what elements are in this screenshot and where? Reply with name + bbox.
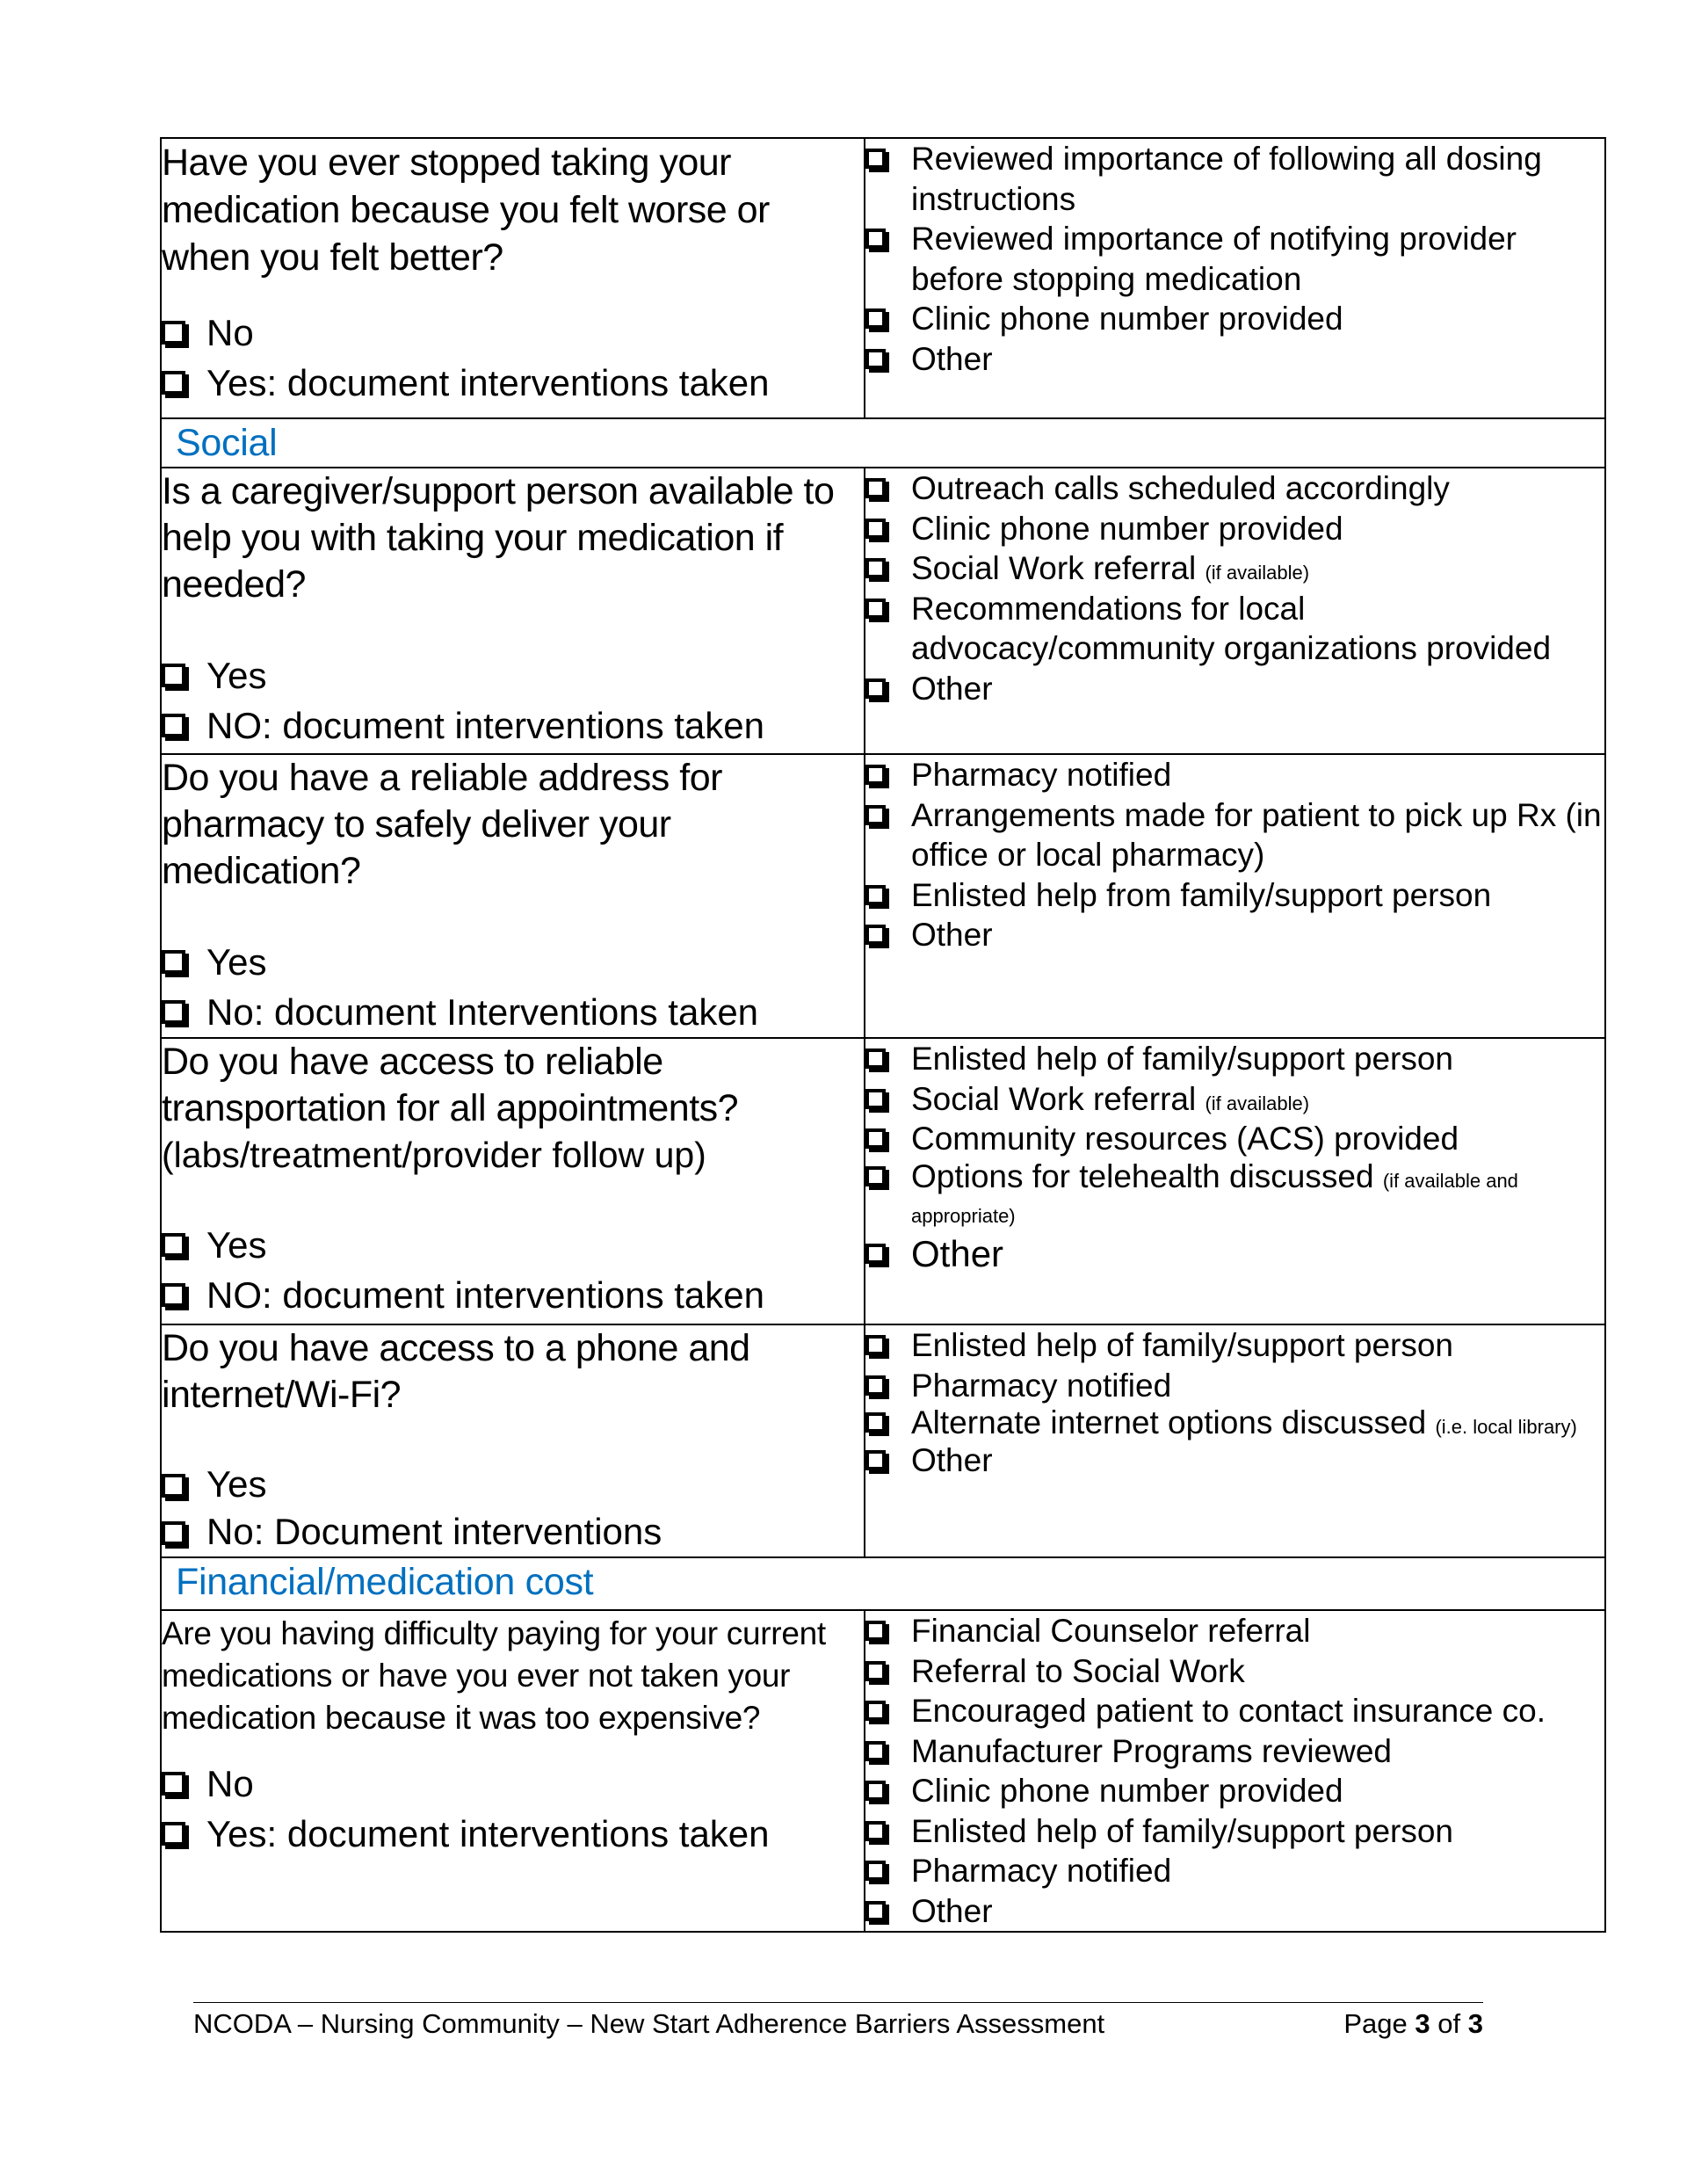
checkbox-icon[interactable]: [865, 1821, 886, 1841]
intervention-label: Other: [911, 1232, 1004, 1274]
intervention-label: Referral to Social Work: [911, 1652, 1245, 1689]
checkbox-icon[interactable]: [865, 519, 886, 539]
option-label: No: document Interventions taken: [206, 991, 759, 1033]
intervention-label: Manufacturer Programs reviewed: [911, 1732, 1392, 1769]
intervention-item[interactable]: [865, 875, 1604, 916]
checkbox-icon[interactable]: [865, 1166, 886, 1186]
checkbox-icon[interactable]: [865, 1412, 886, 1433]
intervention-label: Enlisted help of family/support person: [911, 1327, 1454, 1363]
intervention-note: (if available): [1205, 1092, 1310, 1114]
question-cell: [161, 1038, 865, 1324]
checkbox-icon[interactable]: [865, 1781, 886, 1801]
checkbox-icon[interactable]: [865, 478, 886, 498]
option-yes[interactable]: [162, 1461, 864, 1508]
checkbox-icon[interactable]: [865, 558, 886, 578]
intervention-note: (if available): [1205, 562, 1310, 584]
option-no[interactable]: [162, 1270, 864, 1320]
checkbox-icon[interactable]: [865, 1901, 886, 1921]
intervention-label: Clinic phone number provided: [911, 301, 1343, 337]
option-label: NO: document interventions taken: [206, 1274, 765, 1316]
intervention-item[interactable]: [865, 589, 1604, 669]
intervention-item[interactable]: [865, 1366, 1604, 1406]
intervention-label: Reviewed importance of following all dosing instructions: [911, 141, 1542, 217]
option-label: Yes: [206, 1463, 267, 1505]
option-no[interactable]: [162, 1759, 864, 1809]
intervention-item[interactable]: [865, 1405, 1604, 1440]
checkbox-icon[interactable]: [865, 765, 886, 785]
intervention-item[interactable]: [865, 1325, 1604, 1366]
option-yes[interactable]: [162, 937, 864, 987]
intervention-item[interactable]: [865, 1851, 1604, 1891]
question-cell: [161, 1324, 865, 1557]
intervention-item[interactable]: [865, 1440, 1604, 1481]
option-label: NO: document interventions taken: [206, 705, 765, 746]
intervention-item[interactable]: [865, 1159, 1604, 1230]
option-label: No: [206, 1763, 254, 1804]
section-row: [161, 418, 1605, 468]
checkbox-icon[interactable]: [865, 1450, 886, 1470]
question-text: Have you ever stopped taking your medication because you felt worse or when you felt better?: [162, 141, 770, 279]
intervention-label: Clinic phone number provided: [911, 1773, 1343, 1809]
intervention-item[interactable]: [865, 548, 1604, 589]
checkbox-icon[interactable]: [865, 1661, 886, 1681]
option-yes[interactable]: [162, 1809, 864, 1859]
intervention-note: (if available and appropriate): [911, 1169, 1518, 1227]
intervention-item[interactable]: [865, 1811, 1604, 1852]
section-row: [161, 1557, 1605, 1610]
question-row: [161, 1610, 1605, 1932]
intervention-item[interactable]: [865, 299, 1604, 339]
intervention-item[interactable]: [865, 1891, 1604, 1932]
checkbox-icon[interactable]: [162, 714, 185, 737]
intervention-item[interactable]: [865, 1691, 1604, 1731]
question-text: Do you have a reliable address for pharmacy to safely deliver your medication?: [162, 757, 722, 892]
checkbox-icon[interactable]: [865, 1128, 886, 1149]
page-footer: [193, 2002, 1483, 2042]
intervention-item[interactable]: [865, 339, 1604, 380]
question-row: [161, 1324, 1605, 1557]
section-heading-social: Social: [161, 418, 1605, 468]
intervention-label: Social Work referral: [911, 1080, 1197, 1117]
checkbox-icon[interactable]: [865, 925, 886, 945]
intervention-label: Options for telehealth discussed: [911, 1157, 1374, 1194]
question-row: [161, 754, 1605, 1038]
checkbox-icon[interactable]: [865, 1089, 886, 1109]
checkbox-icon[interactable]: [865, 1335, 886, 1355]
question-cell: [161, 468, 865, 754]
page-current: 3: [1415, 2008, 1430, 2039]
checkbox-icon[interactable]: [162, 664, 185, 687]
checkbox-icon[interactable]: [865, 349, 886, 369]
interventions-cell: [865, 468, 1605, 754]
checkbox-icon[interactable]: [162, 950, 185, 974]
interventions-cell: [865, 138, 1605, 418]
checkbox-icon[interactable]: [865, 1861, 886, 1881]
option-no[interactable]: [162, 700, 864, 751]
checkbox-icon[interactable]: [865, 1244, 886, 1264]
option-label: Yes: [206, 655, 267, 696]
intervention-note: (i.e. local library): [1435, 1416, 1577, 1438]
intervention-label: Enlisted help of family/support person: [911, 1812, 1454, 1849]
option-label: No: Document interventions: [206, 1511, 662, 1552]
interventions-cell: [865, 1038, 1605, 1324]
assessment-table: [160, 137, 1606, 1933]
intervention-item[interactable]: [865, 139, 1604, 219]
option-label: Yes: [206, 1224, 267, 1266]
checkbox-icon[interactable]: [162, 1474, 185, 1498]
intervention-item[interactable]: [865, 219, 1604, 299]
checkbox-icon[interactable]: [162, 1822, 185, 1846]
checkbox-icon[interactable]: [865, 149, 886, 169]
checkbox-icon[interactable]: [865, 1701, 886, 1721]
intervention-item[interactable]: [865, 468, 1604, 509]
option-label: Yes: document interventions taken: [206, 1813, 770, 1854]
intervention-item[interactable]: [865, 509, 1604, 549]
intervention-item[interactable]: [865, 915, 1604, 955]
option-label: Yes: [206, 941, 267, 983]
checkbox-icon[interactable]: [865, 1048, 886, 1069]
option-yes[interactable]: [162, 1220, 864, 1270]
checkbox-icon[interactable]: [162, 1000, 185, 1024]
checkbox-icon[interactable]: [865, 1741, 886, 1761]
question-row: [161, 1038, 1605, 1324]
intervention-label: Other: [911, 670, 993, 707]
interventions-cell: [865, 1324, 1605, 1557]
checkbox-icon[interactable]: [865, 805, 886, 825]
intervention-item[interactable]: [865, 1119, 1604, 1159]
checkbox-icon[interactable]: [162, 321, 185, 345]
intervention-item[interactable]: [865, 669, 1604, 709]
checkbox-icon[interactable]: [865, 1621, 886, 1641]
intervention-label: Arrangements made for patient to pick up Rx (in office or local pharmacy): [911, 796, 1602, 873]
intervention-item[interactable]: [865, 1611, 1604, 1651]
question-text: Is a caregiver/support person available to help you with taking your medication if needed?: [162, 470, 835, 606]
intervention-label: Recommendations for local advocacy/community organizations provided: [911, 590, 1552, 666]
intervention-label: Other: [911, 917, 993, 953]
intervention-label: Other: [911, 1442, 993, 1478]
footer-title: NCODA – Nursing Community – New Start Adherence Barriers Assessment: [193, 2008, 1105, 2039]
intervention-item[interactable]: [865, 1731, 1604, 1772]
section-heading-financial: Financial/medication cost: [161, 1557, 1605, 1610]
question-text: Are you having difficulty paying for your current medications or have you ever not taken your medication because it was too expensive?: [162, 1615, 826, 1736]
intervention-label: Enlisted help from family/support person: [911, 876, 1492, 913]
page-total: 3: [1467, 2008, 1483, 2039]
option-no[interactable]: [162, 987, 864, 1037]
intervention-label: Clinic phone number provided: [911, 510, 1343, 547]
intervention-item[interactable]: [865, 1079, 1604, 1120]
option-no[interactable]: [162, 1508, 864, 1556]
checkbox-icon[interactable]: [162, 1772, 185, 1796]
question-cell: [161, 138, 865, 418]
option-no[interactable]: [162, 308, 864, 358]
intervention-item[interactable]: [865, 1771, 1604, 1811]
intervention-label: Pharmacy notified: [911, 1367, 1172, 1404]
page-of: of: [1437, 2008, 1461, 2039]
intervention-item[interactable]: [865, 795, 1604, 875]
intervention-label: Alternate internet options discussed: [911, 1404, 1427, 1440]
option-label: No: [206, 312, 254, 353]
intervention-label: Encouraged patient to contact insurance co.: [911, 1693, 1546, 1729]
intervention-label: Other: [911, 340, 993, 377]
interventions-cell: [865, 1610, 1605, 1932]
checkbox-icon[interactable]: [865, 599, 886, 619]
intervention-item[interactable]: [865, 1039, 1604, 1079]
checkbox-icon[interactable]: [162, 1283, 185, 1307]
question-row: [161, 138, 1605, 418]
checkbox-icon[interactable]: [162, 371, 185, 395]
question-subtext: (labs/treatment/provider follow up): [162, 1135, 706, 1175]
intervention-label: Community resources (ACS) provided: [911, 1121, 1459, 1157]
option-yes[interactable]: [162, 650, 864, 700]
checkbox-icon[interactable]: [865, 1375, 886, 1396]
option-label: Yes: document interventions taken: [206, 362, 770, 403]
intervention-item[interactable]: [865, 1651, 1604, 1692]
question-cell: [161, 754, 865, 1038]
question-text: Do you have access to a phone and internet/Wi-Fi?: [162, 1327, 750, 1416]
question-text: Do you have access to reliable transportation for all appointments?: [162, 1041, 739, 1129]
intervention-item[interactable]: [865, 1230, 1604, 1279]
question-cell: [161, 1610, 865, 1932]
checkbox-icon[interactable]: [865, 229, 886, 249]
checkbox-icon[interactable]: [162, 1521, 185, 1545]
page-word: Page: [1343, 2008, 1408, 2039]
intervention-label: Other: [911, 1892, 993, 1929]
checkbox-icon[interactable]: [162, 1233, 185, 1257]
question-row: [161, 468, 1605, 754]
checkbox-icon[interactable]: [865, 678, 886, 699]
intervention-label: Enlisted help of family/support person: [911, 1041, 1454, 1077]
checkbox-icon[interactable]: [865, 885, 886, 905]
checkbox-icon[interactable]: [865, 308, 886, 329]
intervention-label: Pharmacy notified: [911, 1853, 1172, 1889]
intervention-label: Pharmacy notified: [911, 757, 1172, 793]
page-number: [1343, 2006, 1483, 2042]
intervention-label: Financial Counselor referral: [911, 1613, 1311, 1649]
intervention-label: Outreach calls scheduled accordingly: [911, 470, 1450, 506]
intervention-label: Social Work referral: [911, 550, 1197, 586]
intervention-label: Reviewed importance of notifying provider before stopping medication: [911, 221, 1517, 297]
intervention-item[interactable]: [865, 755, 1604, 795]
option-yes[interactable]: [162, 358, 864, 408]
interventions-cell: [865, 754, 1605, 1038]
